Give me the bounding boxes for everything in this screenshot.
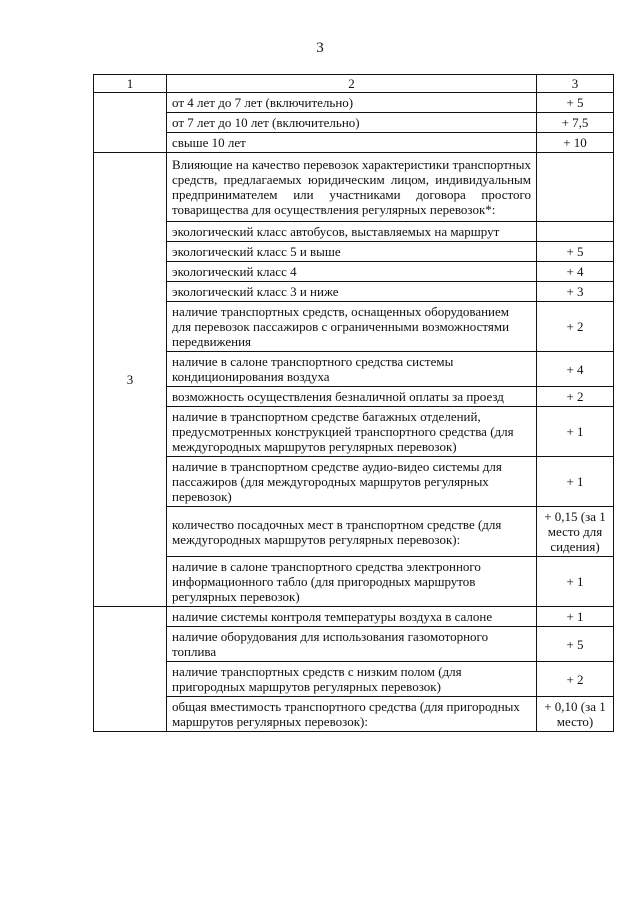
row-text: наличие в транспортном средстве аудио-видео системы для пассажиров (для междугородных маршрутов регулярных перевозок) — [167, 457, 537, 507]
row-value: + 5 — [537, 93, 614, 113]
row-text: наличие транспортных средств, оснащенных оборудованием для перевозок пассажиров с ограниченными возможностями передвижения — [167, 302, 537, 352]
row-value: + 0,10 (за 1 место) — [537, 697, 614, 732]
page-number: 3 — [316, 40, 324, 56]
row-value: + 3 — [537, 282, 614, 302]
row-value: + 1 — [537, 457, 614, 507]
row-value: + 7,5 — [537, 113, 614, 133]
table-row — [94, 387, 614, 407]
table-header-row — [94, 75, 614, 93]
group-number: 3 — [94, 153, 167, 607]
row-value — [537, 153, 614, 222]
table-row — [94, 262, 614, 282]
row-text: наличие системы контроля температуры воздуха в салоне — [167, 607, 537, 627]
row-text: экологический класс 3 и ниже — [167, 282, 537, 302]
row-text: свыше 10 лет — [167, 133, 537, 153]
row-text: количество посадочных мест в транспортном средстве (для междугородных маршрутов регулярных перевозок): — [167, 507, 537, 557]
row-value: + 5 — [537, 627, 614, 662]
row-text: от 4 лет до 7 лет (включительно) — [167, 93, 537, 113]
table-row — [94, 113, 614, 133]
empty-cell — [94, 93, 167, 153]
table-row — [94, 607, 614, 627]
row-value: + 10 — [537, 133, 614, 153]
row-text: общая вместимость транспортного средства (для пригородных маршрутов регулярных перевозок): — [167, 697, 537, 732]
row-value: + 1 — [537, 407, 614, 457]
header-col-3: 3 — [537, 75, 614, 93]
table-row — [94, 697, 614, 732]
row-text: наличие оборудования для использования газомоторного топлива — [167, 627, 537, 662]
row-value: + 0,15 (за 1 место для сидения) — [537, 507, 614, 557]
table-row — [94, 507, 614, 557]
row-value: + 4 — [537, 262, 614, 282]
row-value: + 2 — [537, 662, 614, 697]
table-row — [94, 457, 614, 507]
table-row — [94, 93, 614, 113]
row-text: экологический класс автобусов, выставляемых на маршрут — [167, 222, 537, 242]
table-row — [94, 557, 614, 607]
row-value: + 1 — [537, 607, 614, 627]
header-col-1: 1 — [94, 75, 167, 93]
row-value: + 1 — [537, 557, 614, 607]
row-value — [537, 222, 614, 242]
table-row — [94, 352, 614, 387]
row-text: Влияющие на качество перевозок характеристики транспортных средств, предлагаемых юридическим лицом, индивидуальным предпринимателем или участниками договора простого товарищества для осуществления регулярных перевозок*: — [167, 153, 537, 222]
row-text: наличие в салоне транспортного средства системы кондиционирования воздуха — [167, 352, 537, 387]
table-row — [94, 222, 614, 242]
table-row — [94, 133, 614, 153]
table-row — [94, 153, 614, 222]
table-row — [94, 407, 614, 457]
header-col-2: 2 — [167, 75, 537, 93]
table-row — [94, 662, 614, 697]
row-value: + 2 — [537, 302, 614, 352]
criteria-table — [93, 74, 614, 732]
row-text: наличие в салоне транспортного средства электронного информационного табло (для пригородных маршрутов регулярных перевозок) — [167, 557, 537, 607]
empty-cell — [94, 607, 167, 732]
row-text: наличие транспортных средств с низким полом (для пригородных маршрутов регулярных перевозок) — [167, 662, 537, 697]
row-text: от 7 лет до 10 лет (включительно) — [167, 113, 537, 133]
row-text: экологический класс 5 и выше — [167, 242, 537, 262]
row-value: + 5 — [537, 242, 614, 262]
row-value: + 4 — [537, 352, 614, 387]
table-row — [94, 302, 614, 352]
row-text: возможность осуществления безналичной оплаты за проезд — [167, 387, 537, 407]
row-value: + 2 — [537, 387, 614, 407]
table-row — [94, 282, 614, 302]
row-text: экологический класс 4 — [167, 262, 537, 282]
table-row — [94, 242, 614, 262]
table-row — [94, 627, 614, 662]
row-text: наличие в транспортном средстве багажных отделений, предусмотренных конструкцией транспортного средства (для междугородных маршрутов регулярных перевозок) — [167, 407, 537, 457]
